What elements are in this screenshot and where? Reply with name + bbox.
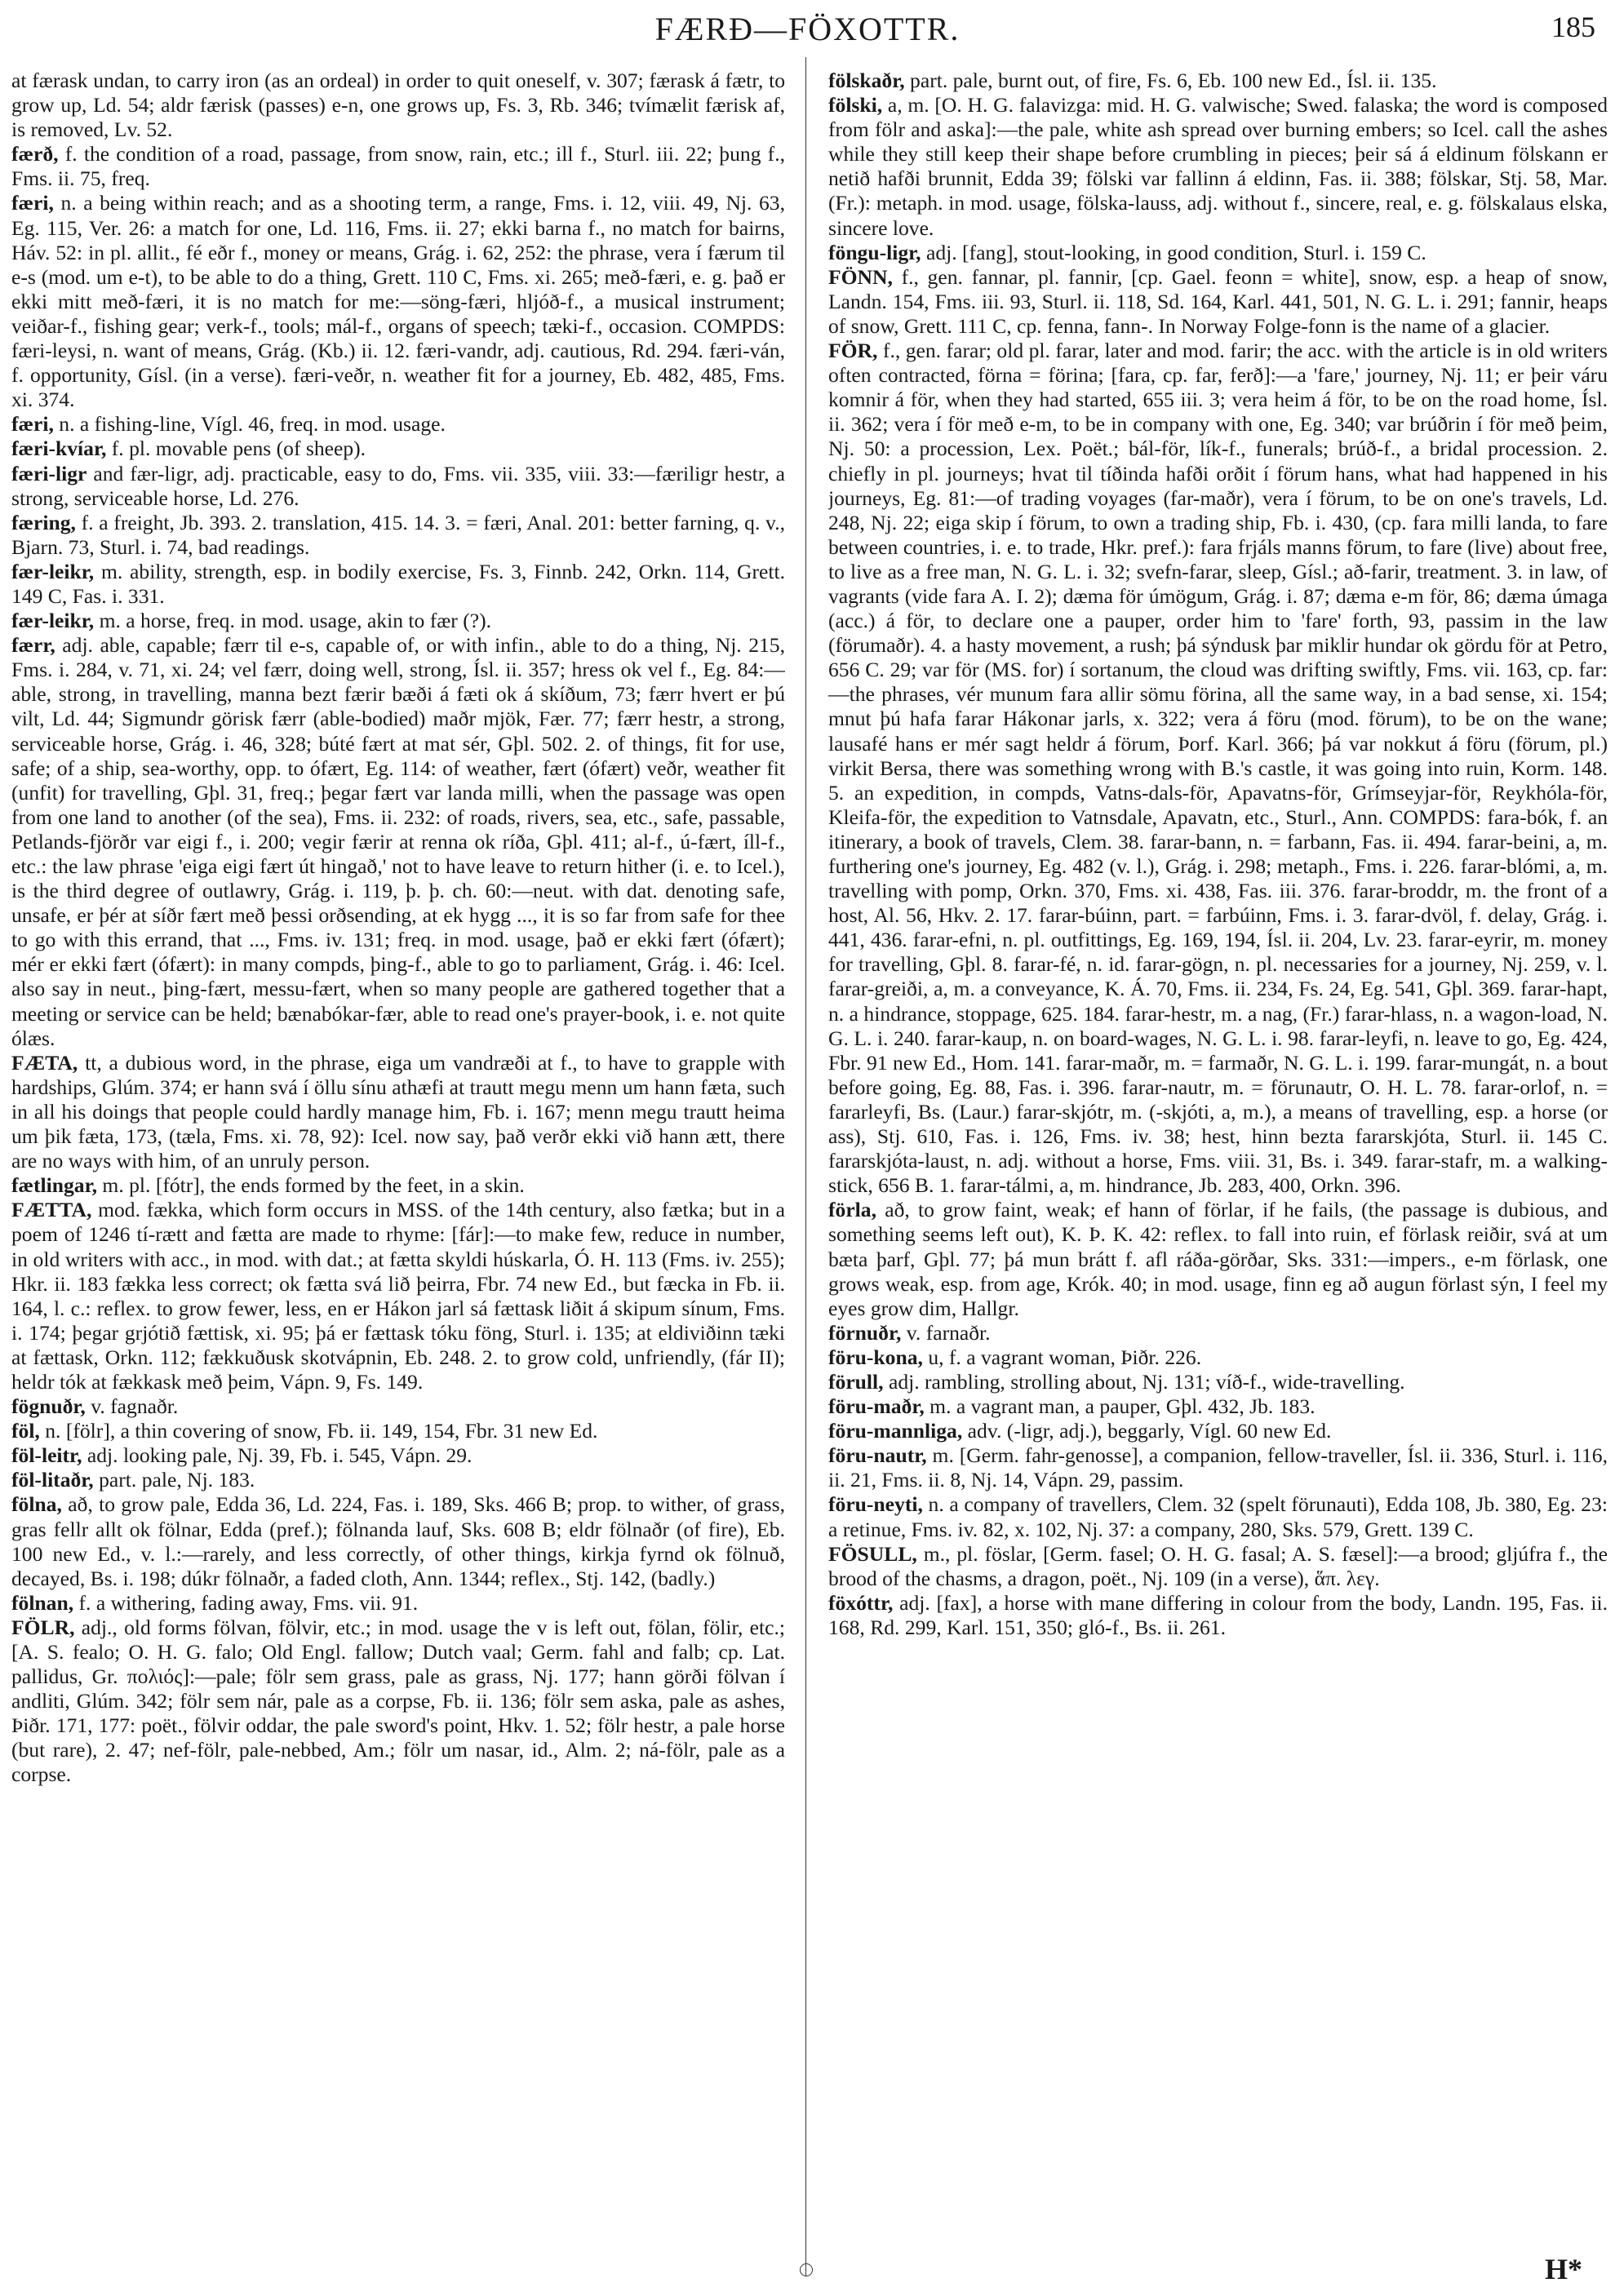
dictionary-entry: [11, 1443, 785, 1468]
entry-headword: færi,: [11, 191, 54, 215]
entry-headword: föru-mannliga,: [828, 1419, 963, 1443]
entry-headword: fær-leikr,: [11, 609, 95, 633]
entry-definition: f. a withering, fading away, Fms. vii. 91.: [78, 1590, 419, 1615]
dictionary-entry: [828, 265, 1608, 339]
entry-definition: m., pl. föslar, [Germ. fasel; O. H. G. fasal; A. S. fæsel]:—a brood; gljúfra f., the brood of the chasms, a dragon, poët., Nj. 109 (in a verse), ἅπ. λεγ.: [828, 1541, 1608, 1590]
page-title: FÆRÐ—FÖXOTTR.: [654, 11, 961, 47]
left-column: [11, 69, 785, 2255]
dictionary-entry: [828, 1443, 1608, 1492]
entry-definition: adj. rambling, strolling about, Nj. 131; víð-f., wide-travelling.: [888, 1369, 1405, 1394]
page-header: [0, 0, 1615, 57]
page-number: 185: [1551, 11, 1595, 43]
entry-definition: tt, a dubious word, in the phrase, eiga um vandræði at f., to have to grapple with hardships, Glúm. 374; er hann svá í öllu sínu athæfi at trautt megu menn um hann fæta, such in all his doings that people could hardly manage him, Fb. i. 167; menn megu trautt heima um þik fæta, 173, (tæla, Fms. xi. 78, 92): Icel. now say, það verðr ekki við hann ætt, there are no ways with him, of an unruly person.: [11, 1050, 785, 1173]
dictionary-entry: [828, 1198, 1608, 1320]
dictionary-entry: [11, 1198, 785, 1394]
entry-headword: föru-nautr,: [828, 1443, 927, 1468]
entry-definition: adj. [fang], stout-looking, in good condition, Sturl. i. 159 C.: [925, 240, 1426, 264]
dictionary-entry: [11, 412, 785, 437]
dictionary-entry: [11, 1173, 785, 1198]
divider-ornament: [800, 2263, 813, 2276]
entry-definition: m. pl. [fótr], the ends formed by the feet, in a skin.: [102, 1173, 525, 1198]
entry-headword: færr,: [11, 633, 55, 658]
dictionary-entry: [828, 1370, 1608, 1394]
dictionary-entry: [828, 1591, 1608, 1640]
dictionary-entry: [828, 69, 1608, 93]
entry-definition: að, to grow faint, weak; ef hann of förlar, if he fails, (the passage is dubious, and something seems left out), K. Þ. K. 42: reflex. to fall into ruin, ef förlask reiðir, svá at um bæta þarf, Gþl. 77; þá mun brátt f. afl ráða-görðar, Sks. 331:—impers., e-m förlask, one grows weak, esp. from age, Krók. 40; in mod. usage, finn eg að augun förlast sýn, I feel my eyes grow dim, Hallgr.: [828, 1198, 1608, 1320]
entry-headword: fær-leikr,: [11, 559, 95, 583]
dictionary-entry: [11, 1492, 785, 1590]
entry-definition: f., gen. fannar, pl. fannir, [cp. Gael. feonn = white], snow, esp. a heap of snow, Landn. 154, Fms. iii. 93, Sturl. ii. 118, Sd. 164, Karl. 441, 501, N. G. L. i. 291; fannir, heaps of snow, Grett. 111 C, cp. fenna, fann-. In Norway Folge-fonn is the name of a glacier.: [828, 264, 1608, 338]
entry-headword: færi,: [11, 412, 54, 437]
dictionary-entry: [828, 339, 1608, 1198]
entry-definition: and fær-ligr, adj. practicable, easy to do, Fms. vii. 335, viii. 33:—færiligr hestr, a strong, serviceable horse, Ld. 276.: [11, 461, 785, 510]
entry-definition: adj. able, capable; færr til e-s, capable of, or with infin., able to do a thing, Nj. 215, Fms. i. 284, v. 71, xi. 24; vel færr, doing well, strong, Ísl. ii. 357; hress ok vel f., Eg. 84:—able, strong, in travelling, manna bezt færir bæði á fæti ok á skíðum, 73; færr hvert er þú vilt, Ld. 44; Sigmundr görisk færr (able-bodied) maðr mjök, Fær. 77; færr hestr, a strong, serviceable horse, Grág. i. 46, 328; búté fært at mat sér, Gþl. 502. 2. of things, fit for use, safe; of a ship, sea-worthy, opp. to ófært, Eg. 114: of weather, fært (ófært) veðr, weather fit (unfit) for travelling, Gþl. 31, freq.; þegar fært var landa milli, when the passage was open from one land to another (of the sea), Fms. ii. 232: of roads, rivers, sea, etc., safe, passable, Petlands-fjörðr var eigi f., i. 200; vegir færir at renna ok ríða, Gþl. 411; al-f., ú-fært, íll-f., etc.: the law phrase 'eiga eigi fært út hingað,' not to have leave to return hither (i. e. to Icel.), is the third degree of outlawry, Grág. i. 119, þ. þ. ch. 60:—neut. with dat. denoting safe, unsafe, er þér at síðr fært með þessi orðsending, at ek hygg ..., it is so far from safe for thee to go with this errand, that ..., Fms. iv. 131; freq. in mod. usage, það er ekki fært (ófært); mér er ekki fært (ófært): in many compds, þing-f., able to go to parliament, Grág. i. 46: Icel. also say in neut., þing-fært, messu-fært, when so many people are gathered together that a meeting or service can be held; bænabókar-fær, able to read one's prayer-book, i. e. not quite ólæs.: [11, 633, 785, 1050]
dictionary-entry: [11, 1468, 785, 1492]
entry-definition: v. fagnaðr.: [91, 1394, 179, 1419]
entry-headword: færi-ligr: [11, 461, 87, 485]
entry-headword: færð,: [11, 142, 59, 166]
dictionary-entry: [11, 1419, 785, 1443]
dictionary-entry: [11, 511, 785, 560]
dictionary-entry: [11, 1616, 785, 1788]
entry-headword: föru-kona,: [828, 1345, 923, 1369]
entry-definition: part. pale, Nj. 183.: [99, 1468, 255, 1492]
entry-headword: FÖLR,: [11, 1615, 75, 1639]
dictionary-entry: [11, 69, 785, 142]
dictionary-entry: [828, 1419, 1608, 1443]
entry-headword: föl,: [11, 1419, 40, 1443]
dictionary-entry: [11, 191, 785, 412]
dictionary-entry: [828, 241, 1608, 265]
entry-headword: föru-neyti,: [828, 1492, 923, 1517]
entry-definition: v. farnaðr.: [906, 1320, 991, 1345]
dictionary-entry: [828, 1394, 1608, 1419]
entry-definition: a, m. [O. H. G. falavizga: mid. H. G. valwische; Swed. falaska; the word is composed from fölr and aska]:—the pale, white ash spread over burning embers; so Icel. call the ashes while they still keep their shape before crumbling in pieces; þeir sá á eldinum fölskann er netið hafði brunnit, Edda 39; fölski var fallinn á eldinn, Fas. ii. 388; fölskar, Stj. 58, Mar. (Fr.): metaph. in mod. usage, fölska-lauss, adj. without f., sincere, real, e. g. fölskalaus elska, sincere love.: [828, 93, 1608, 240]
dictionary-entry: [11, 1051, 785, 1173]
entry-headword: FÖR,: [828, 339, 878, 363]
entry-headword: fögnuðr,: [11, 1394, 86, 1419]
entry-definition: að, to grow pale, Edda 36, Ld. 224, Fas. i. 189, Sks. 466 B; prop. to wither, of grass, gras fellr allt ok fölnar, Edda (pref.); fölnanda lauf, Sks. 608 B; eldr fölnaðr (of fire), Eb. 100 new Ed., v. l.:—rarely, and less correctly, of other things, kirkja fyrnd ok fölnuð, decayed, Bs. i. 198; dúkr fölnaðr, a faded cloth, Ann. 1344; reflex., Stj. 142, (badly.): [11, 1492, 785, 1590]
entry-headword: fölna,: [11, 1492, 62, 1517]
entry-headword: færi-kvíar,: [11, 437, 107, 461]
entry-headword: fölski,: [828, 93, 883, 117]
entry-definition: mod. fækka, which form occurs in MSS. of the 14th century, also fætka; but in a poem of 1246 tí-rætt and fætta are made to rhyme: [fár]:—to make few, reduce in number, in old writers with acc., in mod. with dat.; at fætta skyldi húskarla, Ó. H. 113 (Fms. iv. 255); Hkr. ii. 183 fækka less correct; ok fætta svá lið þeirra, Fbr. 74 new Ed., but fæcka in Fb. ii. 164, l. c.: reflex. to grow fewer, less, en er Hákon jarl sá fættask liðit á skipum sínum, Fms. i. 174; þegar grjótið fættisk, xi. 95; þá er fættask tóku föng, Sturl. i. 135; at eldiviðinn tæki at fættask, Orkn. 112; fækkuðusk skotvápnin, Eb. 248. 2. to grow cold, unfriendly, (fár II); heldr tók at fækkask með þeim, Vápn. 9, Fs. 149.: [11, 1198, 785, 1394]
entry-headword: fölskaðr,: [828, 69, 905, 92]
dictionary-entry: [828, 93, 1608, 241]
entry-headword: förull,: [828, 1369, 884, 1394]
entry-headword: förla,: [828, 1198, 876, 1222]
entry-headword: föngu-ligr,: [828, 240, 921, 264]
entry-definition: at færask undan, to carry iron (as an ordeal) in order to quit oneself, v. 307; færask á fætr, to grow up, Ld. 54; aldr færisk (passes) e-n, one grows up, Fs. 3, Rb. 346; tvímælit færisk af, is removed, Lv. 52.: [11, 69, 785, 142]
entry-definition: n. a fishing-line, Vígl. 46, freq. in mod. usage.: [59, 412, 446, 437]
printer-signature: H*: [1544, 2253, 1582, 2285]
entry-definition: adj., old forms fölvan, fölvir, etc.; in mod. usage the v is left out, fölan, fölir, etc.; [A. S. fealo; O. H. G. falo; Old Engl. fallow; Dutch vaal; Germ. fahl and falb; cp. Lat. pallidus, Gr. πολιός]:—pale; fölr sem grass, pale as grass, Nj. 177; hann görði fölvan í andliti, Glúm. 342; fölr sem nár, pale as a corpse, Fb. ii. 136; fölr sem aska, pale as ashes, Þiðr. 171, 177: poët., fölvir oddar, the pale sword's point, Hkv. 1. 52; fölr hestr, a pale horse (but rare), 2. 47; nef-fölr, pale-nebbed, Am.; fölr um nasar, id., Alm. 2; ná-fölr, pale as a corpse.: [11, 1615, 785, 1787]
entry-headword: föru-maðr,: [828, 1394, 925, 1419]
entry-definition: adv. (-ligr, adj.), beggarly, Vígl. 60 new Ed.: [967, 1419, 1332, 1443]
dictionary-entry: [828, 1542, 1608, 1591]
entry-headword: FÖSULL,: [828, 1541, 917, 1566]
entry-headword: fætlingar,: [11, 1173, 97, 1198]
dictionary-entry: [11, 609, 785, 633]
entry-definition: n. [fölr], a thin covering of snow, Fb. ii. 149, 154, Fbr. 31 new Ed.: [45, 1419, 598, 1443]
dictionary-entry: [11, 633, 785, 1051]
entry-definition: f. a freight, Jb. 393. 2. translation, 415. 14. 3. = færi, Anal. 201: better farning, q. v., Bjarn. 73, Sturl. i. 74, bad readings.: [11, 510, 785, 559]
entry-definition: m. [Germ. fahr-genosse], a companion, fellow-traveller, Ísl. ii. 336, Sturl. i. 116, ii. 21, Fms. ii. 8, Nj. 14, Vápn. 29, passim.: [828, 1443, 1608, 1492]
entry-definition: m. ability, strength, esp. in bodily exercise, Fs. 3, Finnb. 242, Orkn. 114, Grett. 149 C, Fas. i. 331.: [11, 559, 785, 608]
entry-definition: n. a company of travellers, Clem. 32 (spelt förunauti), Edda 108, Jb. 380, Eg. 23: a retinue, Fms. iv. 82, x. 102, Nj. 37: a company, 280, Sks. 579, Grett. 139 C.: [828, 1492, 1608, 1541]
entry-definition: m. a horse, freq. in mod. usage, akin to fær (?).: [99, 609, 492, 633]
column-divider: [805, 57, 806, 2276]
entry-definition: f. the condition of a road, passage, from snow, rain, etc.; ill f., Sturl. iii. 22; þung f., Fms. ii. 75, freq.: [11, 142, 785, 191]
entry-definition: adj. [fax], a horse with mane differing in colour from the body, Landn. 195, Fas. ii. 168, Rd. 299, Karl. 151, 350; gló-f., Bs. ii. 261.: [828, 1590, 1608, 1639]
entry-headword: föl-litaðr,: [11, 1468, 94, 1492]
entry-headword: færing,: [11, 510, 76, 534]
entry-definition: u, f. a vagrant woman, Þiðr. 226.: [928, 1345, 1202, 1369]
dictionary-entry: [11, 1394, 785, 1419]
dictionary-entry: [828, 1345, 1608, 1370]
entry-definition: m. a vagrant man, a pauper, Gþl. 432, Jb. 183.: [930, 1394, 1316, 1419]
entry-definition: part. pale, burnt out, of fire, Fs. 6, Eb. 100 new Ed., Ísl. ii. 135.: [910, 69, 1437, 92]
dictionary-entry: [11, 1591, 785, 1616]
entry-definition: f. pl. movable pens (of sheep).: [111, 437, 366, 461]
entry-headword: fölnan,: [11, 1590, 74, 1615]
dictionary-entry: [11, 437, 785, 461]
right-column: [828, 69, 1608, 2255]
dictionary-entry: [11, 142, 785, 191]
entry-headword: förnuðr,: [828, 1320, 902, 1345]
entry-definition: adj. looking pale, Nj. 39, Fb. i. 545, Vápn. 29.: [87, 1443, 473, 1468]
entry-definition: n. a being within reach; and as a shooting term, a range, Fms. i. 12, viii. 49, Nj. 63, Eg. 115, Ver. 26: a match for one, Ld. 116, Fms. ii. 27; ekki barna f., no match for bairns, Háv. 52: in pl. allit., fé eðr f., money or means, Grág. i. 62, 252: the phrase, vera í færum til e-s (mod. um e-t), to be able to do a thing, Grett. 110 C, Fms. xi. 265; með-færi, e. g. það er ekki mitt með-færi, it is no match for me:—söng-færi, hljóð-f., a musical instrument; veiðar-f., fishing gear; verk-f., tools; mál-f., organs of speech; tæki-f., occasion. COMPDS: færi-leysi, n. want of means, Grág. (Kb.) ii. 12. færi-vandr, adj. cautious, Rd. 294. færi-ván, f. opportunity, Gísl. (in a verse). færi-veðr, n. weather fit for a journey, Eb. 482, 485, Fms. xi. 374.: [11, 191, 785, 412]
entry-headword: föxóttr,: [828, 1590, 894, 1615]
dictionary-entry: [11, 462, 785, 511]
entry-headword: föl-leitr,: [11, 1443, 82, 1468]
dictionary-entry: [828, 1321, 1608, 1345]
entry-headword: FÆTTA,: [11, 1198, 92, 1222]
entry-headword: FÆTA,: [11, 1050, 78, 1075]
dictionary-entry: [828, 1492, 1608, 1541]
entry-definition: f., gen. farar; old pl. farar, later and mod. farir; the acc. with the article is in old writers often contracted, förna = förina; [fara, cp. far, ferð]:—a 'fare,' journey, Nj. 11; er þeir váru komnir á för, when they had started, 655 iii. 3; vera heim á för, to be on the road home, Ísl. ii. 362; vera í för með e-m, to be in company with one, Eg. 340; var brúðrin í för með þeim, Nj. 50: a procession, Lex. Poët.; bál-för, lík-f., funerals; brúð-f., a bridal procession. 2. chiefly in pl. journeys; hvat til tíðinda hafði orðit í förum hans, what had happened in his journeys, Eg. 81:—of trading voyages (far-maðr), vera í förum, to be on one's travels, Ld. 248, Nj. 22; eiga skip í förum, to own a trading ship, Fb. i. 430, (cp. fara milli landa, to fare between countries, i. e. to trade, Hkr. pref.): fara frjáls manns förum, to fare (live) about free, to live as a free man, N. G. L. i. 32; svefn-farar, sleep, Gísl.; að-farir, treatment. 3. in law, of vagrants (vide fara A. I. 2); dæma för úmögum, Grág. i. 87; dæma e-m för, 86; dæma úmaga (acc.) á för, to declare one a pauper, order him to 'fare' forth, 93, passim in the law (förumaðr). 4. a hasty movement, a rush; þá sýndusk þar miklir hundar ok gördu för at Petro, 656 C. 29; var för (MS. for) í sortanum, the cloud was drifting swiftly, Fms. vii. 163, cp. far:—the phrases, vér munum fara allir sömu förina, all the same way, in a bad sense, xi. 154; mnut þú hafa farar Hákonar jarls, x. 322; vera á föru (mod. förum), to be on the wane; lausafé hans er mér sagt heldr á förum, Þorf. Karl. 366; þá var nokkut á föru (förum, pl.) virkit Bersa, there was something wrong with B.'s castle, it was going into ruin, Korm. 148. 5. an expedition, in compds, Vatns-dals-för, Apavatns-för, Grímseyjar-för, Reykhóla-för, Kleifa-för, the expedition to Vatnsdale, Apavatn, etc., Sturl., Ann. COMPDS: fara-bók, f. an itinerary, a book of travels, Clem. 38. farar-bann, n. = farbann, Fas. ii. 494. farar-beini, a, m. furthering one's journey, Eg. 482 (v. l.), Grág. i. 298; metaph., Fms. i. 226. farar-blómi, a, m. travelling with pomp, Orkn. 370, Fms. xi. 438, Fas. iii. 376. farar-broddr, m. the front of a host, Al. 56, Hkv. 2. 17. farar-búinn, part. = farbúinn, Fms. i. 3. farar-dvöl, f. delay, Grág. i. 441, 436. farar-efni, n. pl. outfittings, Eg. 169, 194, Ísl. ii. 204, Lv. 23. farar-eyrir, m. money for travelling, Gþl. 8. farar-fé, n. id. farar-gögn, n. pl. necessaries for a journey, Nj. 259, v. l. farar-greiði, a, m. a conveyance, K. Á. 70, Fms. ii. 234, Fs. 24, Eg. 541, Gþl. 369. farar-hapt, n. a hindrance, stoppage, 625. 184. farar-hestr, m. a nag, (Fr.) farar-hlass, n. a wagon-load, N. G. L. i. 240. farar-kaup, n. on board-wages, N. G. L. i. 98. farar-leyfi, n. leave to go, Eg. 424, Fbr. 91 new Ed., Hom. 141. farar-maðr, m. = farmaðr, N. G. L. i. 199. farar-mungát, n. a bout before going, Eg. 88, Fas. i. 396. farar-nautr, m. = förunautr, O. H. L. 78. farar-orlof, n. = fararleyfi, Bs. (Laur.) farar-skjótr, m. (-skjóti, a, m.), a means of travelling, esp. a horse (or ass), Stj. 610, Fas. i. 126, Fms. iv. 38; hest, hinn bezta fararskjóta, Sturl. ii. 145 C. fararskjóta-laust, n. adj. without a horse, Fms. viii. 31, Bs. i. 349. farar-stafr, m. a walking-stick, 656 B. 1. farar-tálmi, a, m. hindrance, Jb. 283, 400, Orkn. 396.: [828, 339, 1608, 1198]
entry-headword: FÖNN,: [828, 264, 893, 289]
dictionary-entry: [11, 560, 785, 609]
